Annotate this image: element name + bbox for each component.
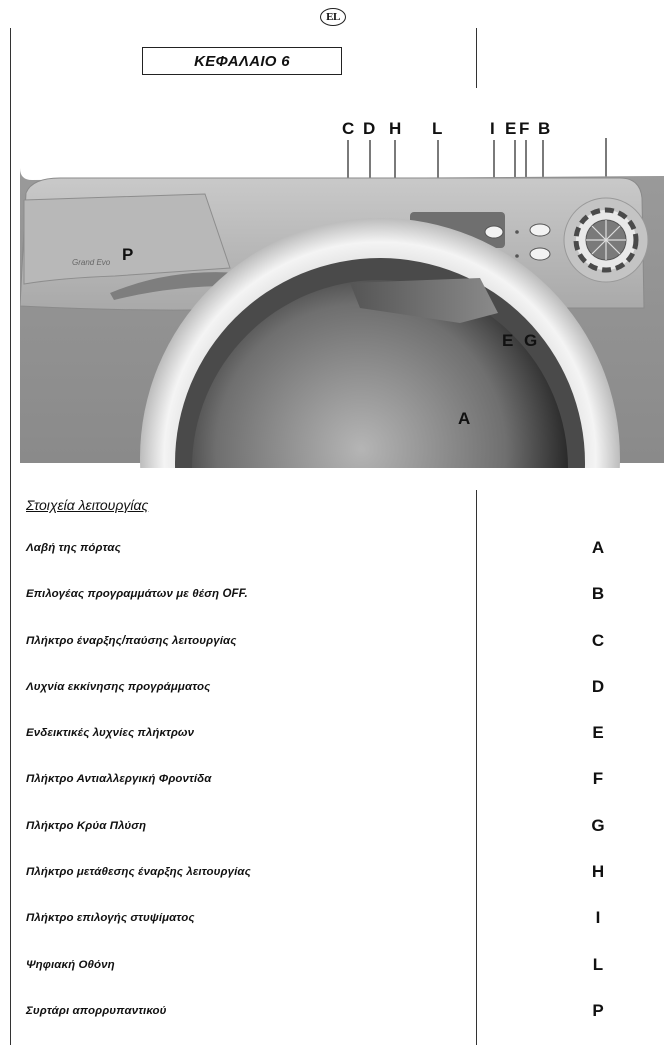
item-description: Λυχνία εκκίνησης προγράμματος: [26, 680, 211, 693]
item-description: Λαβή της πόρτας: [26, 542, 121, 554]
list-item: [26, 769, 616, 815]
list-item: [26, 538, 616, 584]
top-right-divider: [476, 28, 477, 88]
callout-E-top: E: [505, 119, 517, 138]
item-description: Πλήκτρο Αντιαλλεργική Φροντίδα: [26, 773, 212, 786]
item-code: P: [592, 1000, 604, 1020]
controls-list: [26, 538, 616, 1047]
item-code: A: [591, 538, 605, 557]
item-code: H: [591, 862, 605, 882]
item-code: D: [591, 676, 605, 696]
item-code: E: [592, 723, 604, 743]
item-code: C: [591, 630, 605, 650]
brand-logo: Grand Evo: [72, 258, 111, 267]
list-item: [26, 955, 616, 1001]
item-code: G: [591, 815, 605, 835]
cold-wash-button: [530, 248, 550, 260]
chapter-title: ΚΕΦΑΛΑΙΟ 6: [142, 47, 342, 75]
allergy-care-button: [530, 224, 550, 236]
callout-F: F: [519, 119, 530, 138]
section-title: Στοιχεία λειτουργίας: [26, 497, 149, 513]
list-item: [26, 584, 616, 630]
callout-E-bottom: E: [502, 331, 514, 350]
callout-P: P: [122, 245, 134, 264]
spin-button: [485, 226, 503, 238]
list-item: [26, 908, 616, 954]
callout-I: I: [490, 119, 495, 138]
list-item: [26, 862, 616, 908]
item-description: Πλήκτρο επιλογής στυψίματος: [26, 912, 195, 925]
item-description: Πλήκτρο μετάθεσης έναρξης λειτουργίας: [26, 866, 251, 879]
item-description: Ενδεικτικές λυχνίες πλήκτρων: [26, 727, 195, 740]
item-code: L: [592, 954, 604, 974]
item-description: Συρτάρι απορρυπαντικού: [26, 1004, 167, 1017]
list-item: [26, 631, 616, 677]
item-code: F: [592, 769, 604, 789]
callout-D: D: [363, 119, 376, 138]
callout-G: G: [524, 331, 538, 350]
callout-labels-top: [342, 119, 550, 138]
list-item: [26, 723, 616, 769]
list-item: [26, 677, 616, 723]
left-margin-line: [10, 28, 11, 1045]
item-description: Ψηφιακή Οθόνη: [26, 958, 115, 971]
list-item: [26, 816, 616, 862]
callout-L: L: [432, 119, 443, 138]
callout-C: C: [342, 119, 355, 138]
item-description: Πλήκτρο έναρξης/παύσης λειτουργίας: [26, 634, 237, 647]
language-badge: EL: [320, 8, 346, 26]
item-code: I: [595, 908, 601, 928]
item-code: B: [591, 584, 605, 604]
item-description: Επιλογέας προγραμμάτων με θέση OFF.: [26, 588, 248, 601]
washing-machine-illustration: [20, 108, 664, 468]
callout-A: A: [458, 409, 471, 428]
callout-B: B: [538, 119, 551, 138]
callout-H: H: [389, 119, 402, 138]
item-description: Πλήκτρο Κρύα Πλύση: [26, 819, 147, 832]
list-item: [26, 1001, 616, 1047]
